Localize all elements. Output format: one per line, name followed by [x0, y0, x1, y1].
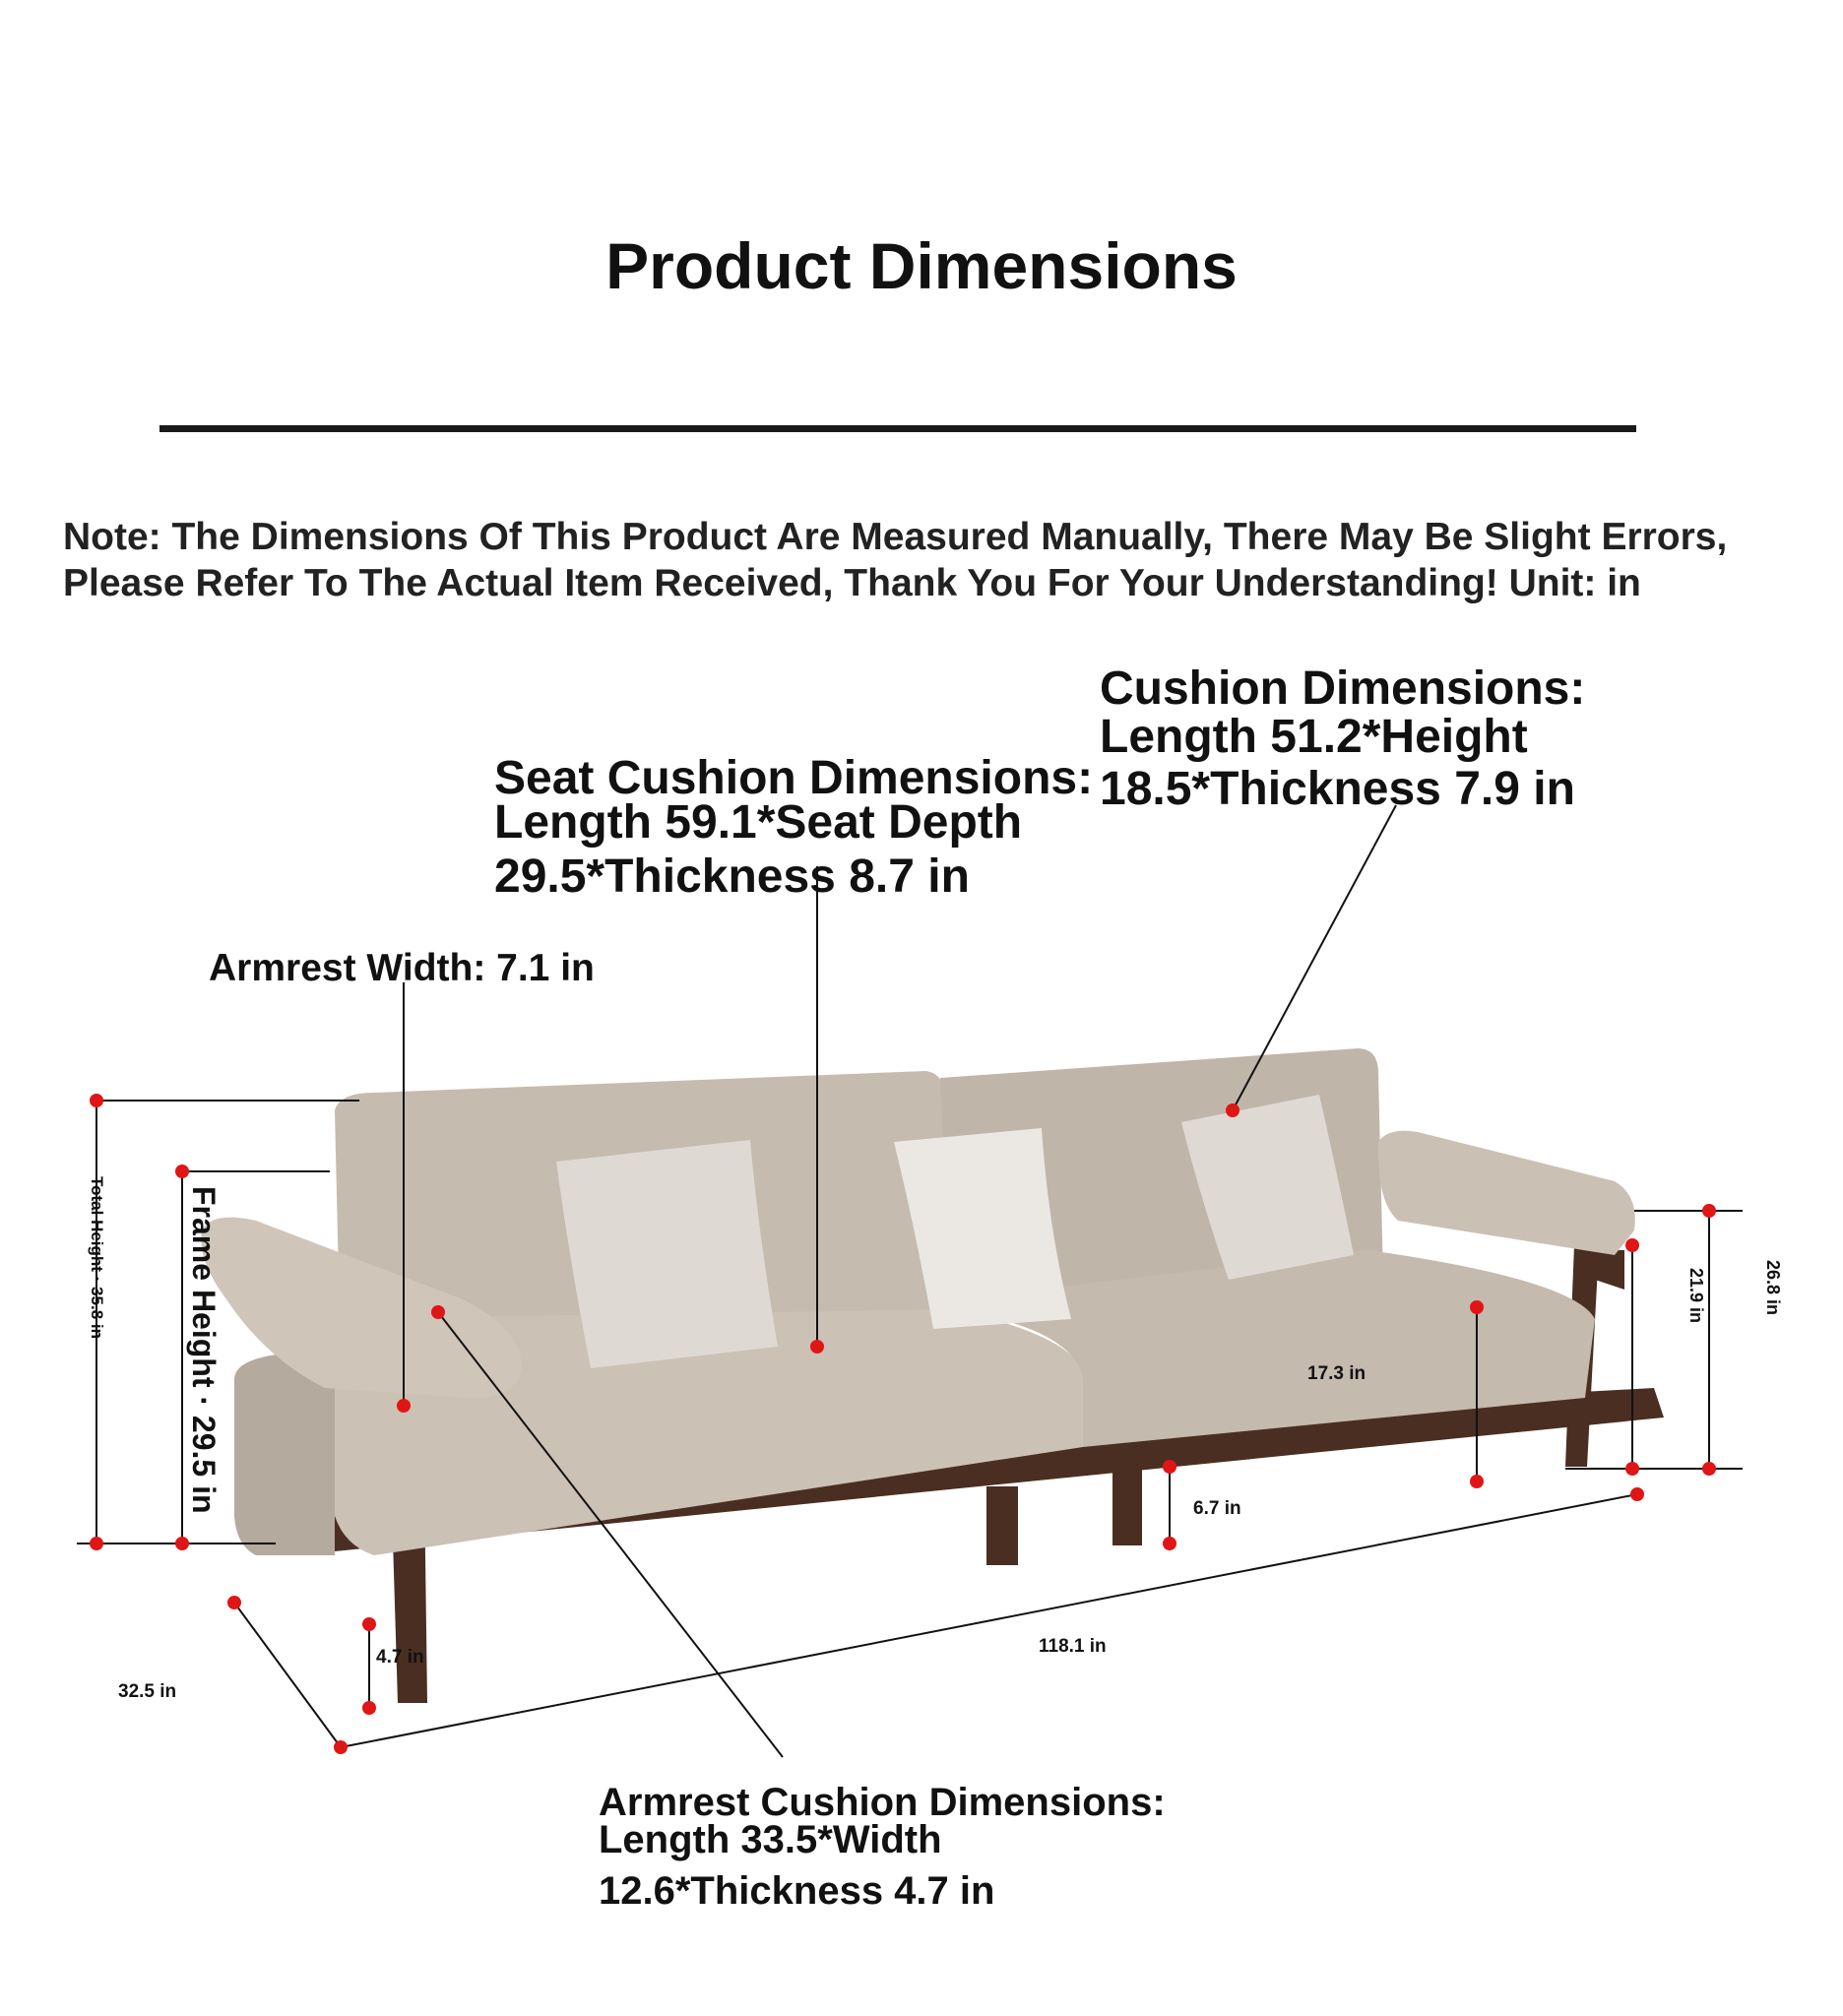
- right-total-height-label: 26.8 in: [1763, 1260, 1783, 1316]
- right-arm-height-label: 21.9 in: [1686, 1268, 1706, 1324]
- leg-height-label: 6.7 in: [1193, 1498, 1241, 1519]
- armc-line-1: Armrest Cushion Dimensions:: [599, 1781, 1166, 1824]
- cushion-line-2: Length 51.2*Height: [1100, 711, 1528, 763]
- armrest-width-callout: Armrest Width: 7.1 in: [209, 947, 595, 989]
- armc-line-3: 12.6*Thickness 4.7 in: [599, 1869, 995, 1913]
- seat-line-2: Length 59.1*Seat Depth: [494, 796, 1023, 849]
- page-title: Product Dimensions: [605, 229, 1238, 302]
- length-label: 118.1 in: [1039, 1636, 1107, 1657]
- armrest-cushion-dimensions-callout: [599, 1781, 1166, 1913]
- seat-line-3: 29.5*Thickness 8.7 in: [494, 850, 970, 903]
- base-height-label: 4.7 in: [376, 1647, 424, 1668]
- cushion-line-3: 18.5*Thickness 7.9 in: [1100, 763, 1575, 815]
- measurement-note: Note: The Dimensions Of This Product Are Measured Manually, There May Be Slight Errors, Please Refer To The Actual Item Received, Thank You For Your Understanding! Unit: in: [63, 516, 1728, 604]
- seat-height-label: 17.3 in: [1307, 1363, 1366, 1384]
- armc-line-2: Length 33.5*Width: [599, 1818, 942, 1861]
- total-height-label: Total Height · 35.8 in: [88, 1176, 106, 1339]
- depth-label: 32.5 in: [118, 1681, 177, 1702]
- right-armrest: [1378, 1131, 1635, 1255]
- cushion-dimensions-callout: [1100, 664, 1585, 813]
- seat-line-1: Seat Cushion Dimensions:: [494, 752, 1094, 804]
- seat-cushion-dimensions-callout: [494, 752, 1094, 903]
- frame-height-label: Frame Height · 29.5 in: [186, 1186, 222, 1514]
- cushion-line-1: Cushion Dimensions:: [1100, 662, 1586, 715]
